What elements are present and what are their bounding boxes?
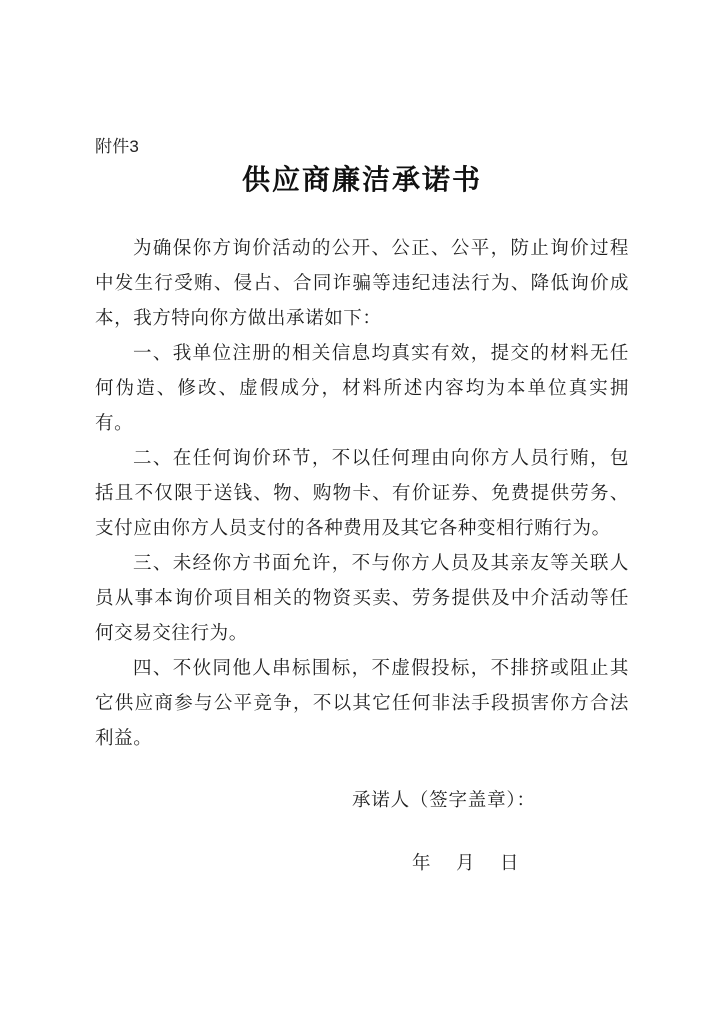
document-body	[95, 232, 629, 757]
date-line: 年 月 日	[412, 854, 520, 874]
paragraph-clause-4: 四、不伙同他人串标围标，不虚假投标，不排挤或阻止其它供应商参与公平竞争，不以其它任何非法手段损害你方合法利益。	[95, 659, 629, 749]
signer-line: 承诺人（签字盖章）：	[352, 791, 536, 811]
paragraph-clause-1: 一、我单位注册的相关信息均真实有效，提交的材料无任何伪造、修改、虚假成分，材料所述内容均为本单位真实拥有。	[95, 344, 629, 434]
paragraph-clause-2: 二、在任何询价环节，不以任何理由向你方人员行贿，包括且不仅限于送钱、物、购物卡、有价证券、免费提供劳务、支付应由你方人员支付的各种费用及其它各种变相行贿行为。	[95, 449, 629, 539]
paragraph-intro: 为确保你方询价活动的公开、公正、公平，防止询价过程中发生行受贿、侵占、合同诈骗等违纪违法行为、降低询价成本，我方特向你方做出承诺如下：	[95, 239, 629, 329]
attachment-label: 附件3	[95, 137, 140, 156]
paragraph-clause-3: 三、未经你方书面允许，不与你方人员及其亲友等关联人员从事本询价项目相关的物资买卖、劳务提供及中介活动等任何交易交往行为。	[95, 554, 629, 644]
page-title: 供应商廉洁承诺书	[241, 165, 482, 196]
